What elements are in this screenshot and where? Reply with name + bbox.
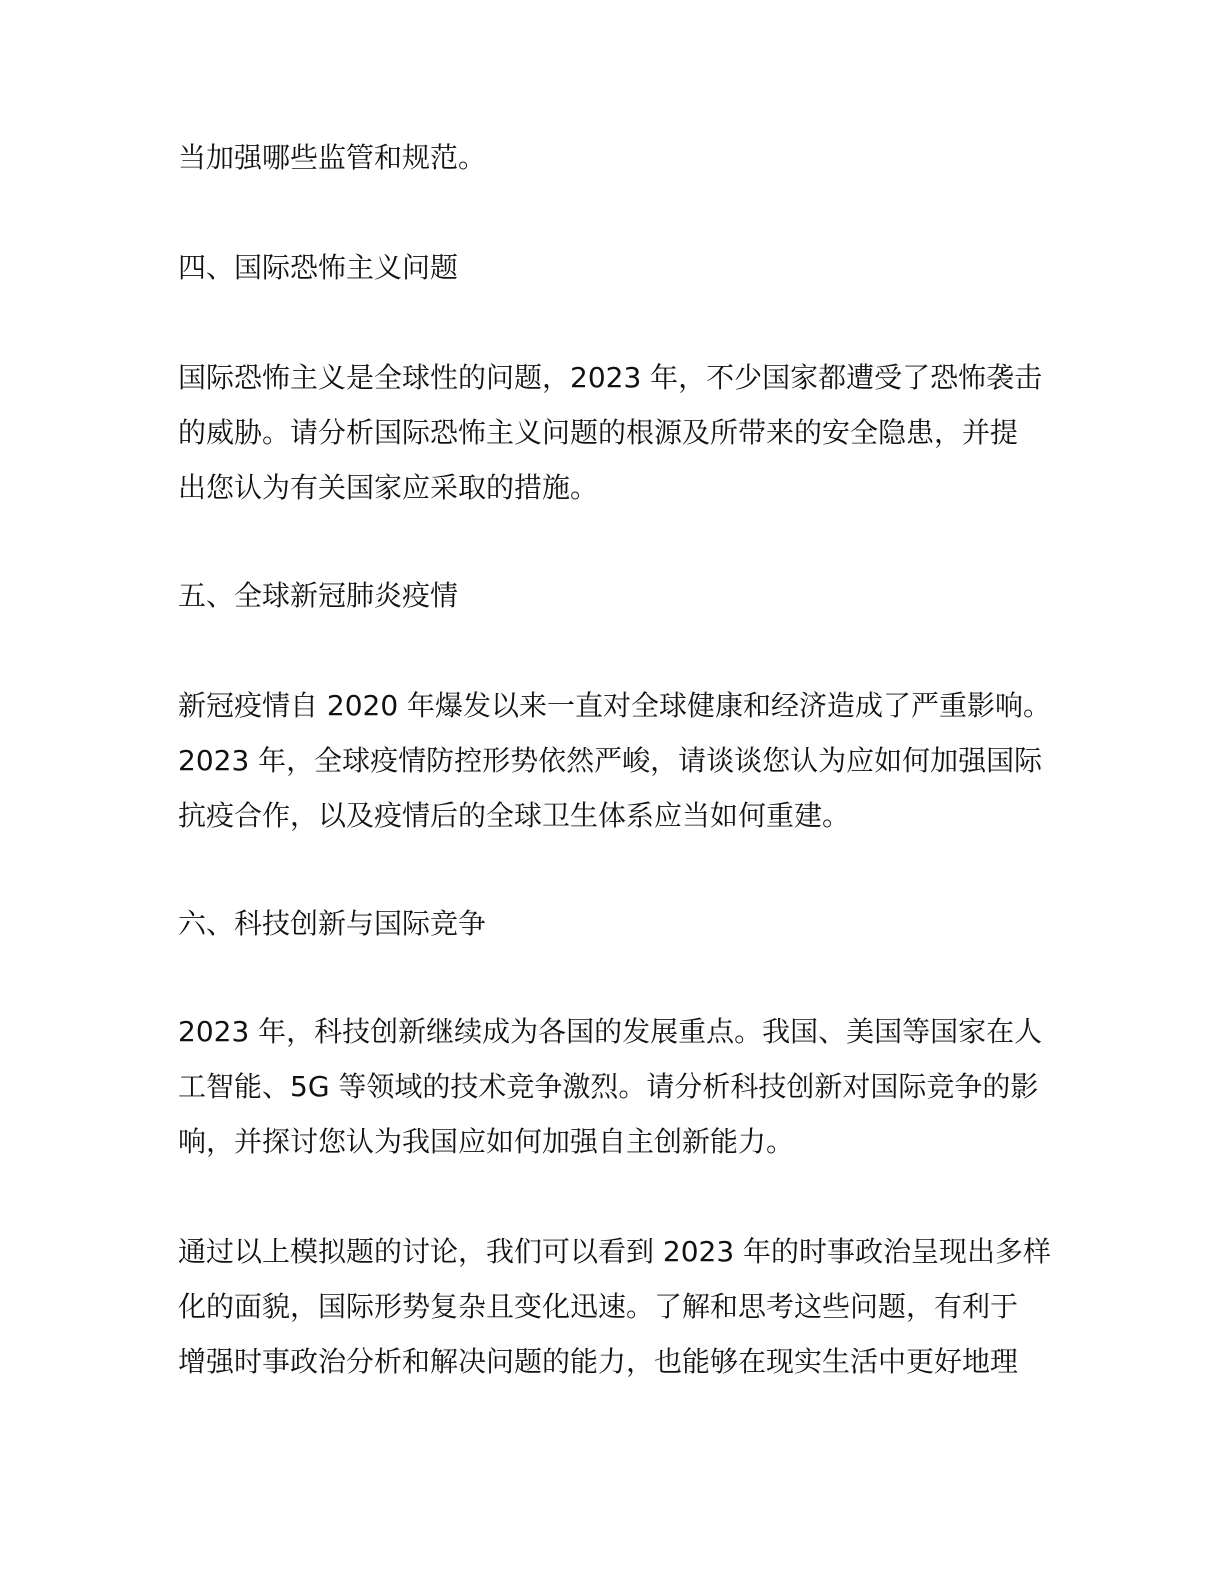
paragraph-covid (178, 678, 1052, 843)
text-line: 通过以上模拟题的讨论，我们可以看到 2023 年的时事政治呈现出多样 (178, 1235, 1052, 1268)
text-line: 2023 年，全球疫情防控形势依然严峻，请谈谈您认为应如何加强国际 (178, 744, 1043, 777)
heading-text: 六、科技创新与国际竞争 (178, 907, 487, 940)
text-line: 出您认为有关国家应采取的措施。 (178, 471, 599, 504)
paragraph-terrorism (178, 350, 1048, 515)
text-line: 当加强哪些监管和规范。 (178, 141, 487, 174)
text-line: 国际恐怖主义是全球性的问题，2023 年，不少国家都遭受了恐怖袭击 (178, 361, 1043, 394)
text-line: 工智能、5G 等领域的技术竞争激烈。请分析科技创新对国际竞争的影 (178, 1070, 1039, 1103)
section-heading-five (178, 568, 1048, 623)
text-line: 新冠疫情自 2020 年爆发以来一直对全球健康和经济造成了严重影响。 (178, 689, 1052, 722)
section-heading-six (178, 896, 1048, 951)
text-line: 化的面貌，国际形势复杂且变化迅速。了解和思考这些问题，有利于 (178, 1290, 1019, 1323)
section-heading-four (178, 240, 1048, 295)
paragraph-technology (178, 1004, 1048, 1169)
text-line: 增强时事政治分析和解决问题的能力，也能够在现实生活中更好地理 (178, 1345, 1019, 1378)
text-line: 2023 年，科技创新继续成为各国的发展重点。我国、美国等国家在人 (178, 1015, 1043, 1048)
paragraph-conclusion (178, 1224, 1052, 1389)
heading-text: 五、全球新冠肺炎疫情 (178, 579, 459, 612)
heading-text: 四、国际恐怖主义问题 (178, 251, 459, 284)
text-line: 响，并探讨您认为我国应如何加强自主创新能力。 (178, 1125, 795, 1158)
text-line: 抗疫合作，以及疫情后的全球卫生体系应当如何重建。 (178, 799, 851, 832)
paragraph-continuation (178, 130, 1048, 185)
text-line: 的威胁。请分析国际恐怖主义问题的根源及所带来的安全隐患，并提 (178, 416, 1019, 449)
